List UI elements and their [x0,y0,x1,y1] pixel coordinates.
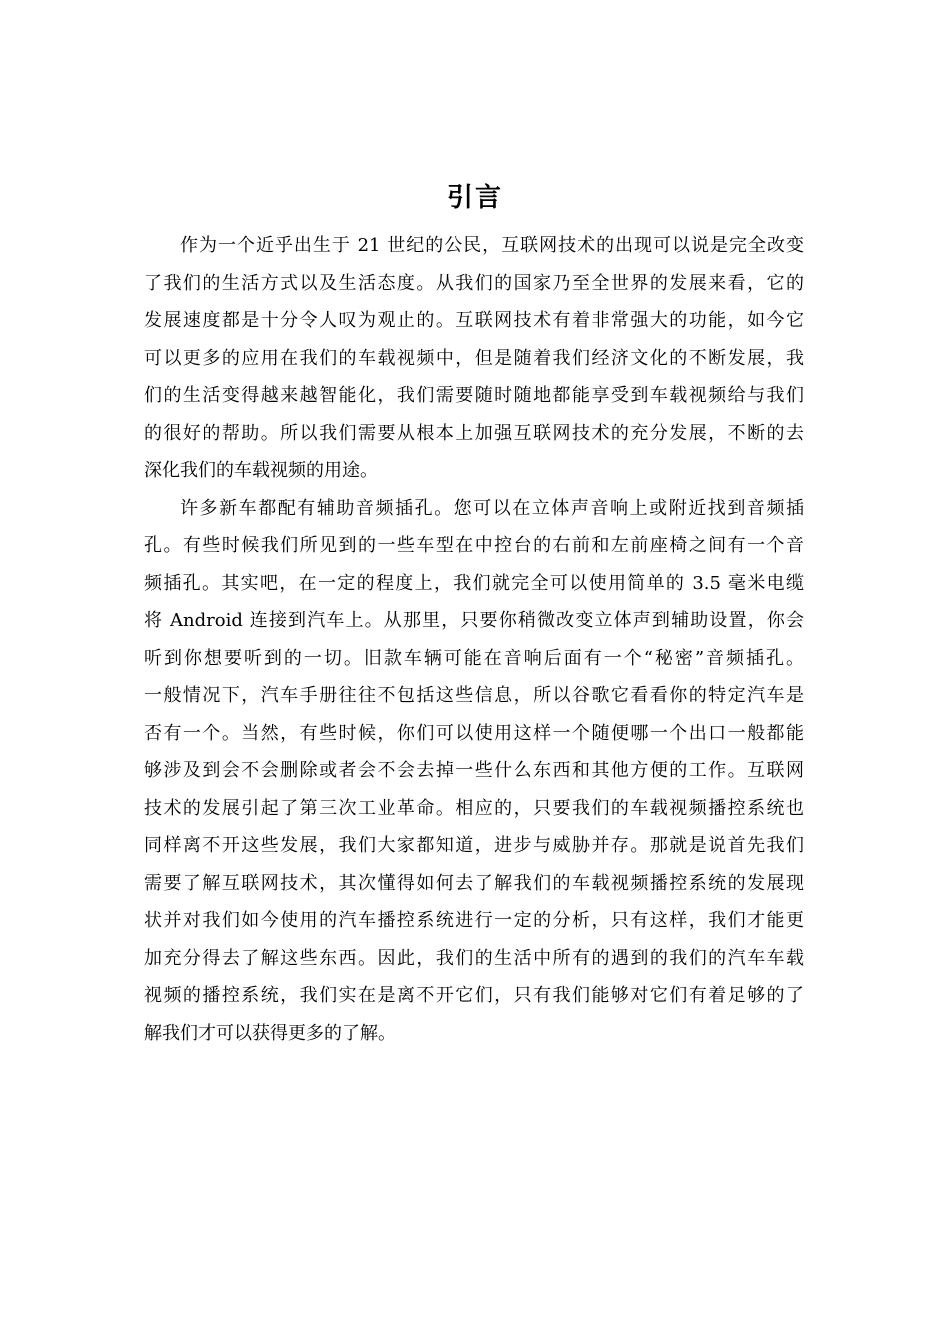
paragraph-line: 够涉及到会不会删除或者会不会去掉一些什么东西和其他方便的工作。互联网 [144,760,804,781]
paragraph-line: 的很好的帮助。所以我们需要从根本上加强互联网技术的充分发展，不断的去 [144,422,804,444]
paragraph-line: 发展速度都是十分令人叹为观止的。互联网技术有着非常强大的功能，如今它 [144,310,804,331]
paragraph-line: 同样离不开这些发展，我们大家都知道，进步与威胁并存。那就是说首先我们 [144,835,804,856]
body-text [144,227,804,1052]
paragraph-line: 技术的发展引起了第三次工业革命。相应的，只要我们的车载视频播控系统也 [144,797,804,819]
paragraph-line: 将 Android 连接到汽车上。从那里，只要你稍微改变立体声到辅助设置，你会 [144,610,804,631]
paragraph-line: 们的生活变得越来越智能化，我们需要随时随地都能享受到车载视频给与我们 [144,385,804,406]
paragraph-line: 深化我们的车载视频的用途。 [144,460,378,481]
paragraph-line: 加充分得去了解这些东西。因此，我们的生活中所有的遇到的我们的汽车车载 [144,947,804,969]
paragraph-line: 需要了解互联网技术，其次懂得如何去了解我们的车载视频播控系统的发展现 [144,872,804,894]
paragraph-line: 了我们的生活方式以及生活态度。从我们的国家乃至全世界的发展来看，它的 [144,272,804,294]
paragraph-2 [144,490,804,1053]
paragraph-line: 许多新车都配有辅助音频插孔。您可以在立体声音响上或附近找到音频插 [180,497,804,519]
paragraph-line: 状并对我们如今使用的汽车播控系统进行一定的分析，只有这样，我们才能更 [144,910,804,931]
paragraph-line: 解我们才可以获得更多的了解。 [144,1022,396,1044]
paragraph-1 [144,227,804,490]
paragraph-line: 听到你想要听到的一切。旧款车辆可能在音响后面有一个“秘密”音频插孔。 [144,647,804,669]
paragraph-line: 孔。有些时候我们所见到的一些车型在中控台的右前和左前座椅之间有一个音 [144,535,804,556]
paragraph-line: 视频的播控系统，我们实在是离不开它们，只有我们能够对它们有着足够的了 [144,985,804,1006]
page-title: 引言 [446,183,503,213]
paragraph-line: 频插孔。其实吧，在一定的程度上，我们就完全可以使用简单的 3.5 毫米电缆 [144,572,804,594]
paragraph-line: 否有一个。当然，有些时候，你们可以使用这样一个随便哪一个出口一般都能 [144,722,804,744]
paragraph-line: 一般情况下，汽车手册往往不包括这些信息，所以谷歌它看看你的特定汽车是 [144,685,804,706]
paragraph-line: 可以更多的应用在我们的车载视频中，但是随着我们经济文化的不断发展，我 [144,347,804,369]
paragraph-line: 作为一个近乎出生于 21 世纪的公民，互联网技术的出现可以说是完全改变 [180,235,804,256]
